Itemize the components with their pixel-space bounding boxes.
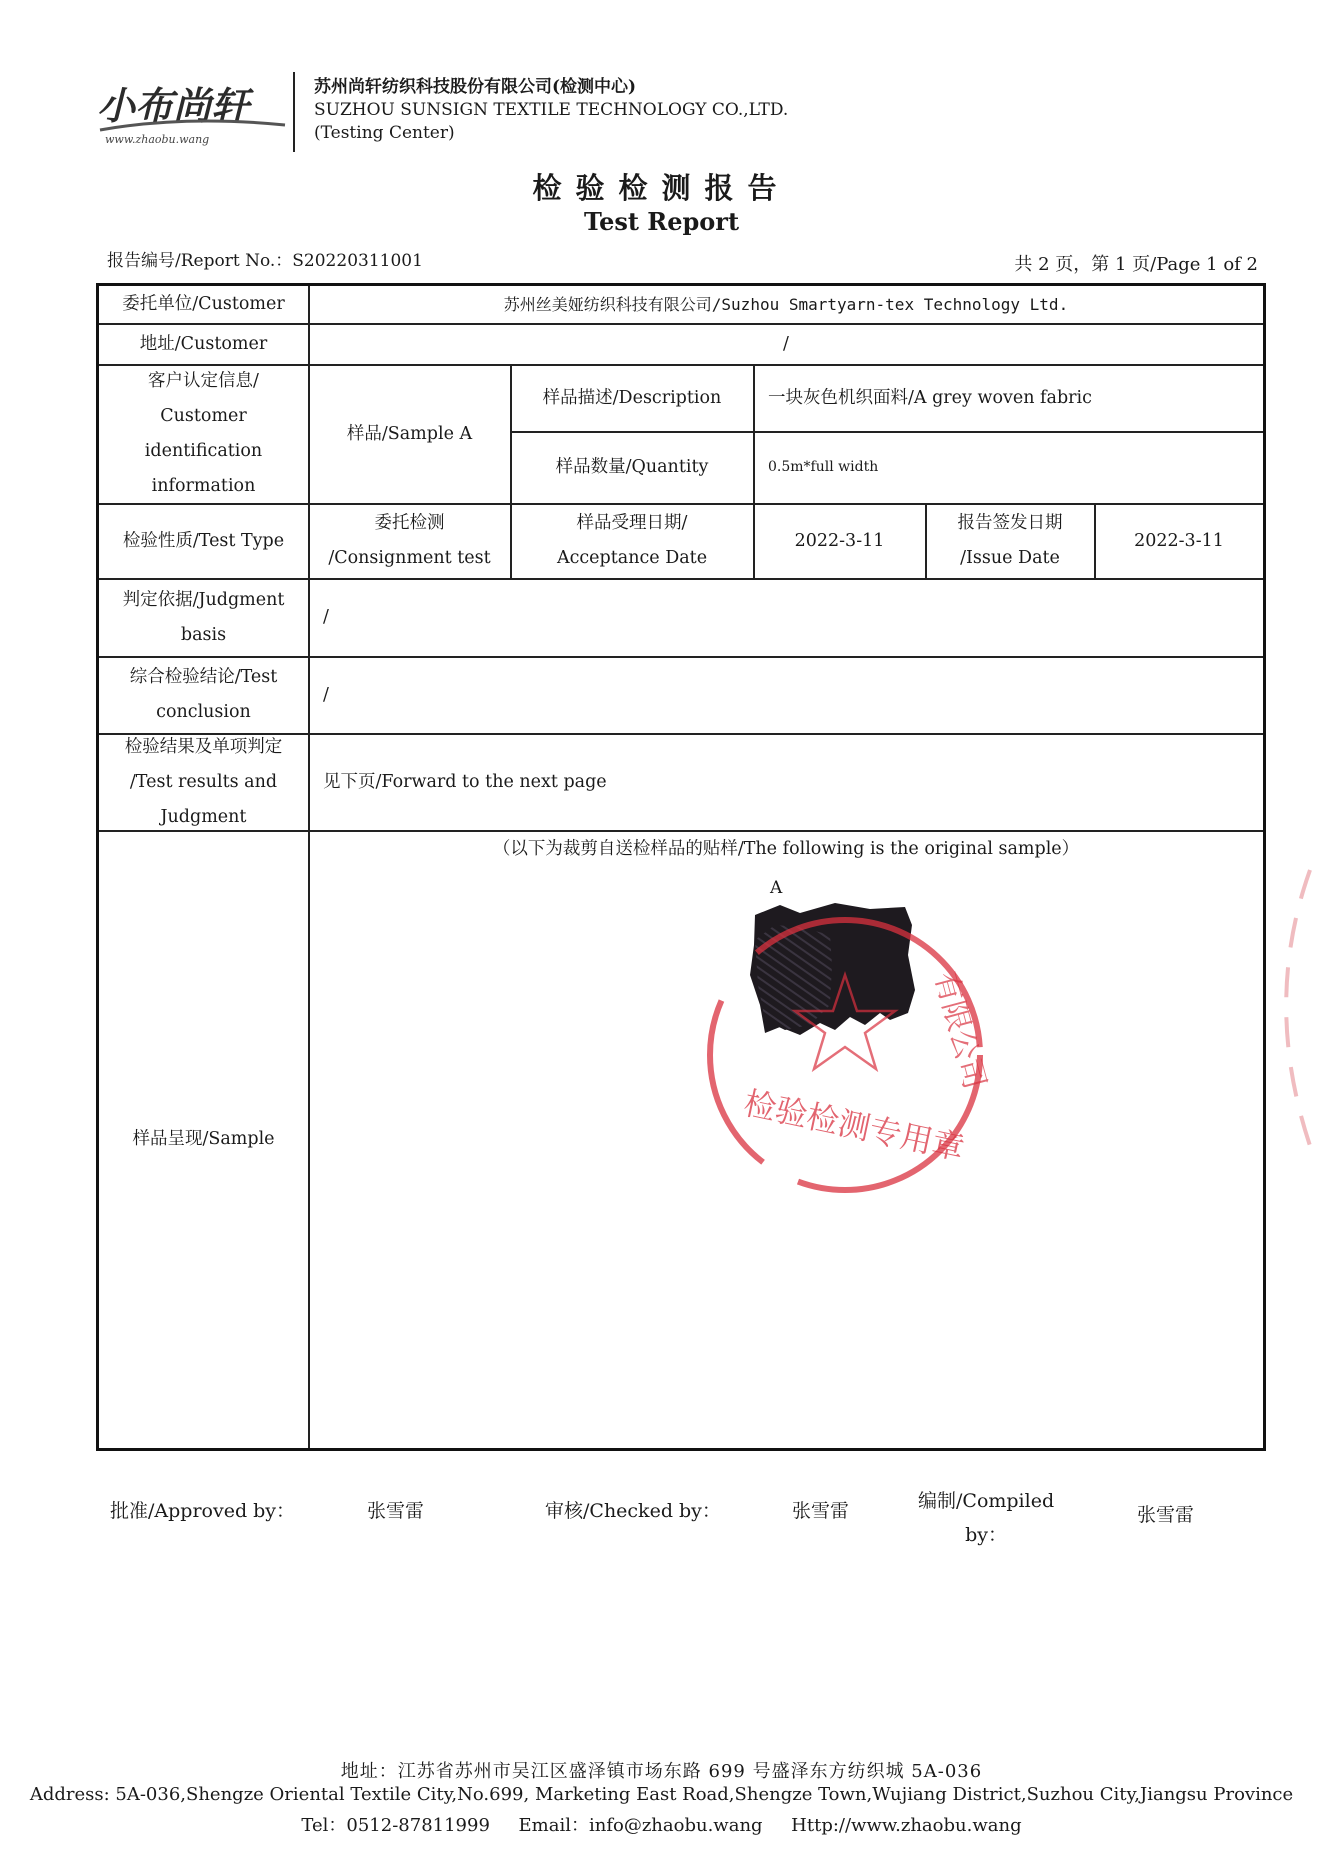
acceptance-date-label xyxy=(511,504,753,578)
company-logo xyxy=(95,75,290,155)
approved-by-name: 张雪雷 xyxy=(367,1500,425,1522)
issue-date-label xyxy=(926,504,1094,578)
judgment-basis-label xyxy=(99,579,308,656)
judgment-basis-label-line: basis xyxy=(180,624,227,645)
footer-address-en: Address: 5A-036,Shengze Oriental Textile City,No.699, Marketing East Road,Shengze Town,Wujiang District,Suzhou City,Jiangsu Province xyxy=(29,1784,1294,1805)
company-block xyxy=(314,76,788,145)
address-value: / xyxy=(783,333,789,354)
compiled-by-label-line: by： xyxy=(965,1524,1008,1546)
footer-contact: Tel：0512-87811999 Email：info@zhaobu.wang Http://www.zhaobu.wang xyxy=(301,1815,1022,1836)
acceptance-date-value: 2022-3-11 xyxy=(794,530,885,551)
issue-date-value: 2022-3-11 xyxy=(1134,530,1224,551)
seal-text: 检验检测专用章 xyxy=(740,1083,968,1168)
company-subtitle: (Testing Center) xyxy=(314,123,455,143)
address-label: 地址/Customer xyxy=(139,333,268,354)
judgment-basis-label-line: 判定依据/Judgment xyxy=(122,589,285,610)
identification-label-line: information xyxy=(151,476,256,496)
footer-address-cn: 地址：江苏省苏州市吴江区盛泽镇市场东路 699 号盛泽东方纺织城 5A-036 xyxy=(340,1761,983,1782)
test-type-value xyxy=(309,504,510,578)
inspection-seal xyxy=(685,915,1005,1235)
results-label-line: Judgment xyxy=(160,806,247,827)
description-label: 样品描述/Description xyxy=(542,387,722,408)
approved-by-label: 批准/Approved by： xyxy=(110,1500,296,1522)
identification-label-line: 客户认定信息/ xyxy=(148,371,259,391)
checked-by-name: 张雪雷 xyxy=(792,1500,850,1522)
quantity-value: 0.5m*full width xyxy=(768,459,879,475)
test-type-value-line: /Consignment test xyxy=(328,548,491,568)
acceptance-date-label-line: 样品受理日期/ xyxy=(576,513,688,533)
compiled-by-label xyxy=(918,1484,1054,1552)
results-label-line: 检验结果及单项判定 xyxy=(124,736,283,757)
logo-url: www.zhaobu.wang xyxy=(105,133,210,146)
customer-value: 苏州丝美娅纺织科技有限公司/Suzhou Smartyarn-tex Technology Ltd. xyxy=(503,295,1069,314)
report-title-cn: 检验检测报告 xyxy=(532,171,791,205)
checked-by-label: 审核/Checked by： xyxy=(545,1500,721,1522)
conclusion-label-line: 综合检验结论/Test xyxy=(129,667,278,687)
issue-date-label-line: /Issue Date xyxy=(960,548,1060,568)
sample-section-label: 样品呈现/Sample xyxy=(132,1129,275,1149)
sample-label: 样品/Sample A xyxy=(346,423,473,444)
customer-label: 委托单位/Customer xyxy=(122,294,285,314)
company-name-en: SUZHOU SUNSIGN TEXTILE TECHNOLOGY CO.,LTD. xyxy=(314,100,789,120)
page-number: 共 2 页，第 1 页/Page 1 of 2 xyxy=(1014,254,1258,275)
identification-label-line: identification xyxy=(144,441,263,461)
identification-label xyxy=(99,365,308,503)
conclusion-label xyxy=(99,657,308,733)
acceptance-date-label-line: Acceptance Date xyxy=(556,548,708,568)
header-divider xyxy=(293,72,295,152)
conclusion-label-line: conclusion xyxy=(156,702,251,722)
results-label-line: /Test results and xyxy=(129,771,278,792)
report-number: 报告编号/Report No.：S20220311001 xyxy=(107,251,423,271)
conclusion-value: / xyxy=(323,684,329,705)
identification-label-line: Customer xyxy=(160,406,247,426)
description-value: 一块灰色机织面料/A grey woven fabric xyxy=(768,387,1092,408)
report-table xyxy=(96,283,1266,1451)
results-value: 见下页/Forward to the next page xyxy=(323,771,607,792)
seal-arc-text: 有限公司 xyxy=(927,968,993,1093)
compiled-by-name: 张雪雷 xyxy=(1137,1504,1195,1526)
company-name-cn: 苏州尚轩纺织科技股份有限公司(检测中心) xyxy=(314,77,637,97)
test-type-label: 检验性质/Test Type xyxy=(122,530,285,551)
partial-seal-edge xyxy=(1110,850,1323,1170)
logo-text: 小布尚轩 xyxy=(97,84,250,128)
sample-note: （以下为裁剪自送检样品的贴样/The following is the original sample） xyxy=(492,838,1080,859)
judgment-basis-value: / xyxy=(323,607,329,627)
quantity-label: 样品数量/Quantity xyxy=(555,457,709,477)
sample-swatch-label: A xyxy=(770,878,783,898)
test-type-value-line: 委托检测 xyxy=(374,513,445,533)
issue-date-label-line: 报告签发日期 xyxy=(957,513,1063,533)
report-title-en: Test Report xyxy=(583,207,740,236)
results-label xyxy=(99,734,308,830)
compiled-by-label-line: 编制/Compiled xyxy=(918,1490,1055,1512)
